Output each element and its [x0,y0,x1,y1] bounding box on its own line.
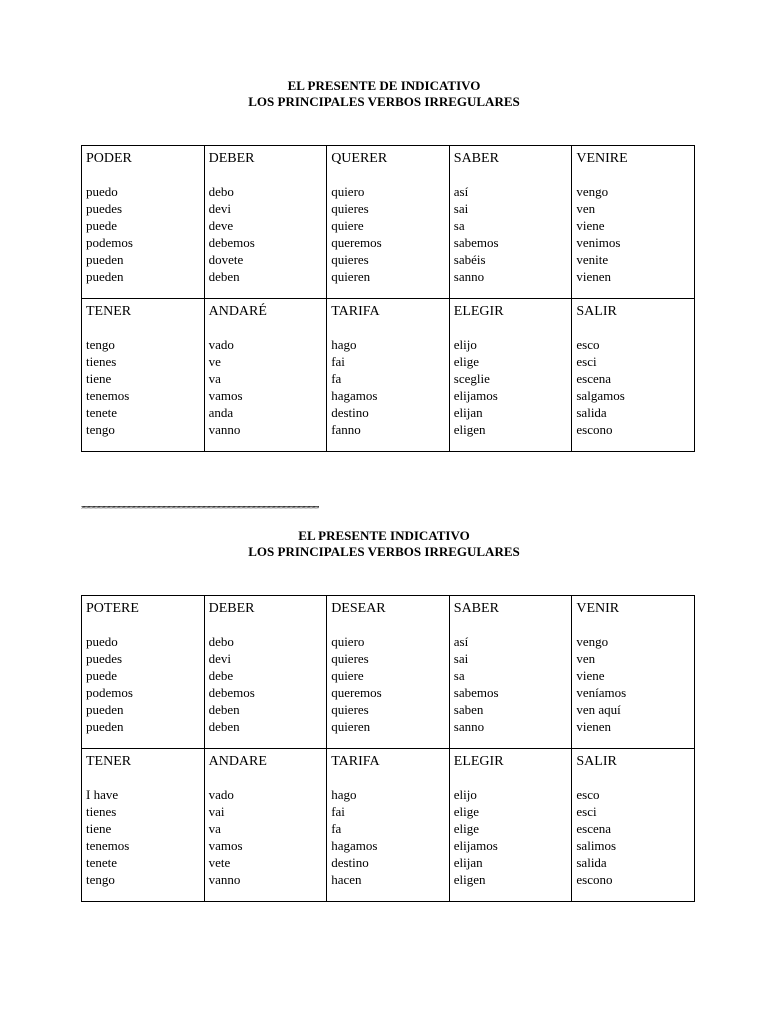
conjugation-form: escena [576,821,612,836]
conjugation-form: vamos [208,388,243,403]
verb-name: SABER [453,601,499,616]
conjugation-form: tienes [86,804,117,819]
verb-name: TENER [86,754,132,769]
conjugation-form: así [453,634,469,649]
conjugation-form: queremos [331,235,382,250]
conjugation-form: tenete [86,855,118,870]
section-1-verb-table [81,145,695,452]
conjugation-form: destino [331,405,369,420]
conjugation-form: quieres [331,201,369,216]
conjugation-form: esci [576,354,597,369]
conjugation-form: fanno [331,422,361,437]
conjugation-form: escono [576,422,613,437]
conjugation-form: quiero [331,184,365,199]
conjugation-form: destino [331,855,369,870]
verb-name: ANDARE [208,754,267,769]
conjugation-form: sai [453,201,469,216]
conjugation-form: fai [331,804,345,819]
conjugation-form: tengo [86,422,115,437]
conjugation-form: escena [576,371,612,386]
verb-cell [82,146,205,299]
section-2-title-line-1: EL PRESENTE INDICATIVO [298,528,470,543]
conjugation-form: quieres [331,651,369,666]
verb-name: POTERE [86,601,139,616]
verb-name: TENER [86,304,132,319]
conjugation-form: tenemos [86,838,130,853]
conjugation-form: fa [331,821,342,836]
conjugation-form: elijamos [453,388,498,403]
verb-cell [204,299,327,452]
conjugation-form: tengo [86,872,115,887]
table-row [82,749,695,902]
verb-cell [449,146,572,299]
conjugation-form: salgamos [576,388,625,403]
conjugation-form: tiene [86,371,112,386]
conjugation-form: escono [576,872,613,887]
conjugation-form: venite [576,252,609,267]
conjugation-form: vengo [576,184,609,199]
verb-cell [82,749,205,902]
conjugation-form: elijan [453,855,483,870]
conjugation-form: hago [331,337,357,352]
verb-cell [327,596,450,749]
conjugation-form: queremos [331,685,382,700]
conjugation-form: quiero [331,634,365,649]
verb-name: DEBER [208,601,255,616]
conjugation-form: pueden [86,252,124,267]
conjugation-form: sabemos [453,685,499,700]
verb-name: ELEGIR [453,304,504,319]
conjugation-form: ven [576,651,596,666]
conjugation-form: viene [576,218,605,233]
conjugation-form: vado [208,787,234,802]
conjugation-form: sanno [453,269,485,284]
verb-cell [204,749,327,902]
conjugation-form: elige [453,354,480,369]
dotted-separator: ,,,,,,,,,,,,,,,,,,,,,,,,,,,,,,,,,,,,,,,,,,,,,,,,,,,,,,,,,,,,,,,,,,,,,,,,,,,,,,,,,,,,,,,,,,,,,,,,,,,,,,,,,,,,,,,,,,,,,,,,,,,,,,,,,,,,,,,,,,,,,,,,,,,,,,,,,,,,,,,,,,,,,,,,,,,,,,,,,,,,,,,,,,,,,, [81,499,319,509]
conjugation-form: vete [208,855,231,870]
conjugation-form: debo [208,634,234,649]
conjugation-form: vengo [576,634,609,649]
conjugation-form: tenete [86,405,118,420]
verb-cell [204,146,327,299]
conjugation-form: I have [86,787,119,802]
verb-cell [572,596,695,749]
verb-name: DESEAR [331,601,386,616]
conjugation-form: sai [453,651,469,666]
verb-name: ANDARÉ [208,304,267,319]
conjugation-form: sa [453,668,465,683]
table-row [82,146,695,299]
conjugation-form: puedes [86,651,123,666]
conjugation-form: eligen [453,872,486,887]
conjugation-form: deve [208,218,234,233]
conjugation-form: sceglie [453,371,490,386]
conjugation-form: así [453,184,469,199]
conjugation-form: hacen [331,872,362,887]
conjugation-form: elijo [453,337,477,352]
section-1-title [0,78,768,110]
conjugation-form: sa [453,218,465,233]
conjugation-form: sabéis [453,252,486,267]
conjugation-form: esci [576,804,597,819]
conjugation-form: vienen [576,269,612,284]
conjugation-form: pueden [86,719,124,734]
verb-name: TARIFA [331,754,380,769]
verb-cell [449,596,572,749]
verb-name: SALIR [576,754,617,769]
verb-name: TARIFA [331,304,380,319]
conjugation-form: vamos [208,838,243,853]
conjugation-form: vanno [208,872,241,887]
verb-cell [327,299,450,452]
conjugation-form: devi [208,201,231,216]
verb-name: DEBER [208,151,255,166]
conjugation-form: deben [208,702,240,717]
section-2-title-line-2: LOS PRINCIPALES VERBOS IRREGULARES [248,544,520,559]
conjugation-form: vado [208,337,234,352]
conjugation-form: debemos [208,685,255,700]
conjugation-form: elijan [453,405,483,420]
verb-name: PODER [86,151,132,166]
conjugation-form: podemos [86,685,133,700]
conjugation-form: sabemos [453,235,499,250]
conjugation-form: vanno [208,422,241,437]
verb-cell [572,146,695,299]
conjugation-form: pueden [86,269,124,284]
conjugation-form: deben [208,269,240,284]
verb-cell [204,596,327,749]
verb-cell [82,299,205,452]
conjugation-form: anda [208,405,234,420]
conjugation-form: quieres [331,252,369,267]
section-2-title [0,528,768,560]
conjugation-form: vai [208,804,225,819]
conjugation-form: ven aquí [576,702,621,717]
conjugation-form: salimos [576,838,617,853]
conjugation-form: puede [86,668,118,683]
conjugation-form: puedo [86,634,118,649]
conjugation-form: devi [208,651,231,666]
conjugation-form: veníamos [576,685,627,700]
conjugation-form: puedes [86,201,123,216]
conjugation-form: tienes [86,354,117,369]
conjugation-form: venimos [576,235,621,250]
conjugation-form: tengo [86,337,115,352]
conjugation-form: va [208,371,221,386]
conjugation-form: eligen [453,422,486,437]
verb-name: SABER [453,151,499,166]
conjugation-form: esco [576,787,600,802]
conjugation-form: debe [208,668,234,683]
verb-name: SALIR [576,304,617,319]
conjugation-form: debemos [208,235,255,250]
conjugation-form: dovete [208,252,244,267]
conjugation-form: quieren [331,269,371,284]
conjugation-form: esco [576,337,600,352]
conjugation-form: hago [331,787,357,802]
conjugation-form: hagamos [331,838,378,853]
verb-name: VENIR [576,601,620,616]
conjugation-form: quiere [331,218,364,233]
conjugation-form: salida [576,405,607,420]
conjugation-form: ven [576,201,596,216]
conjugation-form: va [208,821,221,836]
conjugation-form: debo [208,184,234,199]
conjugation-form: saben [453,702,484,717]
verb-name: VENIRE [576,151,628,166]
verb-name: ELEGIR [453,754,504,769]
verb-cell [327,146,450,299]
conjugation-form: quiere [331,668,364,683]
conjugation-form: elijo [453,787,477,802]
verb-cell [572,299,695,452]
conjugation-form: vienen [576,719,612,734]
conjugation-form: podemos [86,235,133,250]
conjugation-form: fa [331,371,342,386]
table-row [82,299,695,452]
conjugation-form: tiene [86,821,112,836]
conjugation-form: deben [208,719,240,734]
verb-name: QUERER [331,151,388,166]
section-1-title-line-2: LOS PRINCIPALES VERBOS IRREGULARES [248,94,520,109]
verb-cell [82,596,205,749]
section-1-title-line-1: EL PRESENTE DE INDICATIVO [287,78,481,93]
conjugation-form: elige [453,821,480,836]
conjugation-form: quieren [331,719,371,734]
conjugation-form: elijamos [453,838,498,853]
conjugation-form: ve [208,354,221,369]
verb-cell [449,749,572,902]
section-2-verb-table [81,595,695,902]
conjugation-form: sanno [453,719,485,734]
verb-cell [572,749,695,902]
conjugation-form: salida [576,855,607,870]
verb-cell [327,749,450,902]
conjugation-form: tenemos [86,388,130,403]
conjugation-form: puede [86,218,118,233]
conjugation-form: fai [331,354,345,369]
verb-cell [449,299,572,452]
conjugation-form: elige [453,804,480,819]
table-row [82,596,695,749]
conjugation-form: quieres [331,702,369,717]
conjugation-form: puedo [86,184,118,199]
conjugation-form: viene [576,668,605,683]
conjugation-form: hagamos [331,388,378,403]
conjugation-form: pueden [86,702,124,717]
